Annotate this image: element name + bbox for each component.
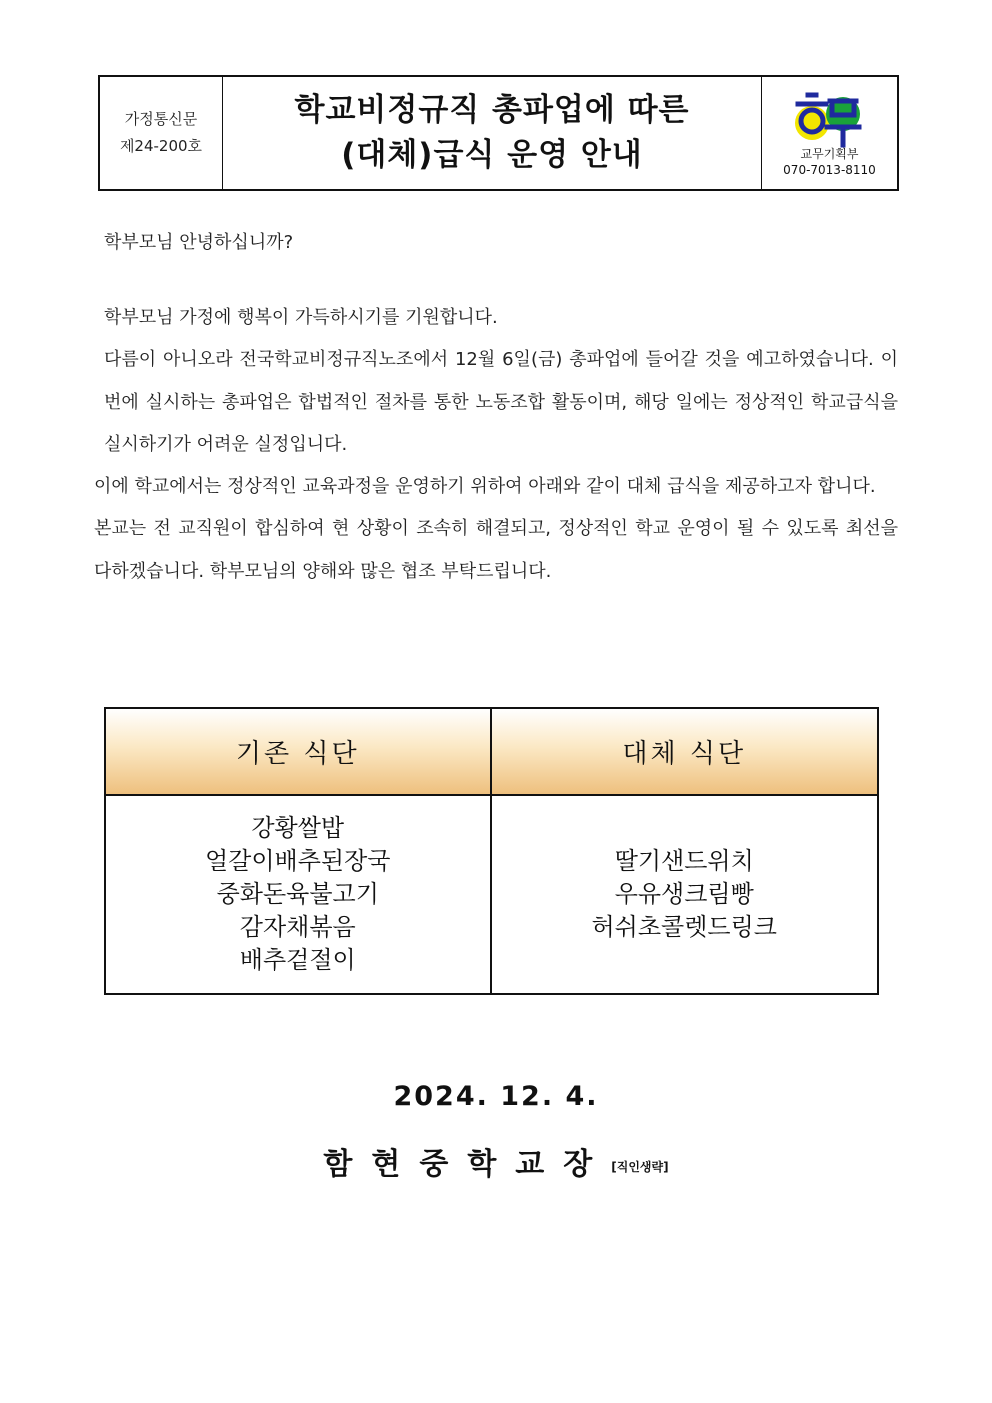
doc-number: 제24-200호 xyxy=(119,137,203,155)
phone-number: 070-7013-8110 xyxy=(783,163,876,177)
menu-item: 딸기샌드위치 xyxy=(614,847,754,875)
signature-line xyxy=(0,1139,992,1183)
doc-type: 가정통신문 xyxy=(124,110,198,128)
menu-item: 얼갈이배추된장국 xyxy=(205,847,391,875)
paragraph: 학부모님 가정에 행복이 가득하시기를 기원합니다. xyxy=(104,307,498,328)
replacement-menu-header: 대체 식단 xyxy=(492,709,878,796)
menu-item: 감자채볶음 xyxy=(239,913,356,941)
original-menu-list xyxy=(106,796,492,993)
principal-name: 함현중학교장 xyxy=(323,1147,612,1182)
menu-item: 배추겉절이 xyxy=(239,946,356,974)
dept-box xyxy=(761,77,897,189)
document-header xyxy=(98,75,899,191)
menu-item: 강황쌀밥 xyxy=(251,814,345,842)
title-line-1: 학교비정규직 총파업에 따른 xyxy=(294,92,690,128)
doc-info-box xyxy=(100,77,223,189)
menu-item: 허쉬초콜렛드링크 xyxy=(591,913,777,941)
school-logo-icon xyxy=(792,91,868,149)
department-label: 교무기획부 xyxy=(800,147,859,161)
menu-item: 우유생크림빵 xyxy=(614,880,754,908)
seal-omitted-note: [직인생략] xyxy=(611,1160,669,1174)
body-paragraphs xyxy=(94,297,898,593)
menu-item: 중화돈육불고기 xyxy=(216,880,379,908)
menu-table xyxy=(104,707,879,995)
paragraph: 다름이 아니오라 전국학교비정규직노조에서 12월 6일(금) 총파업에 들어갈 것을 예고하였습니다. 이번에 실시하는 총파업은 합법적인 절차를 통한 노동조합 활동이며, 해당 일에는 정상적인 학교급식을 실시하기가 어려운 실정입니다. xyxy=(104,349,898,455)
greeting: 학부모님 안녕하십니까? xyxy=(104,232,294,253)
replacement-menu-list xyxy=(492,796,878,993)
paragraph: 이에 학교에서는 정상적인 교육과정을 운영하기 위하여 아래와 같이 대체 급식을 제공하고자 합니다. xyxy=(94,476,876,498)
title-line-2: (대체)급식 운영 안내 xyxy=(341,137,643,173)
paragraph: 본교는 전 교직원이 합심하여 현 상황이 조속히 해결되고, 정상적인 학교 운영이 될 수 있도록 최선을 다하겠습니다. 학부모님의 양해와 많은 협조 부탁드립니다. xyxy=(94,518,898,582)
original-menu-header: 기존 식단 xyxy=(106,709,492,796)
doc-title xyxy=(223,77,761,189)
issue-date: 2024. 12. 4. xyxy=(393,1081,599,1112)
